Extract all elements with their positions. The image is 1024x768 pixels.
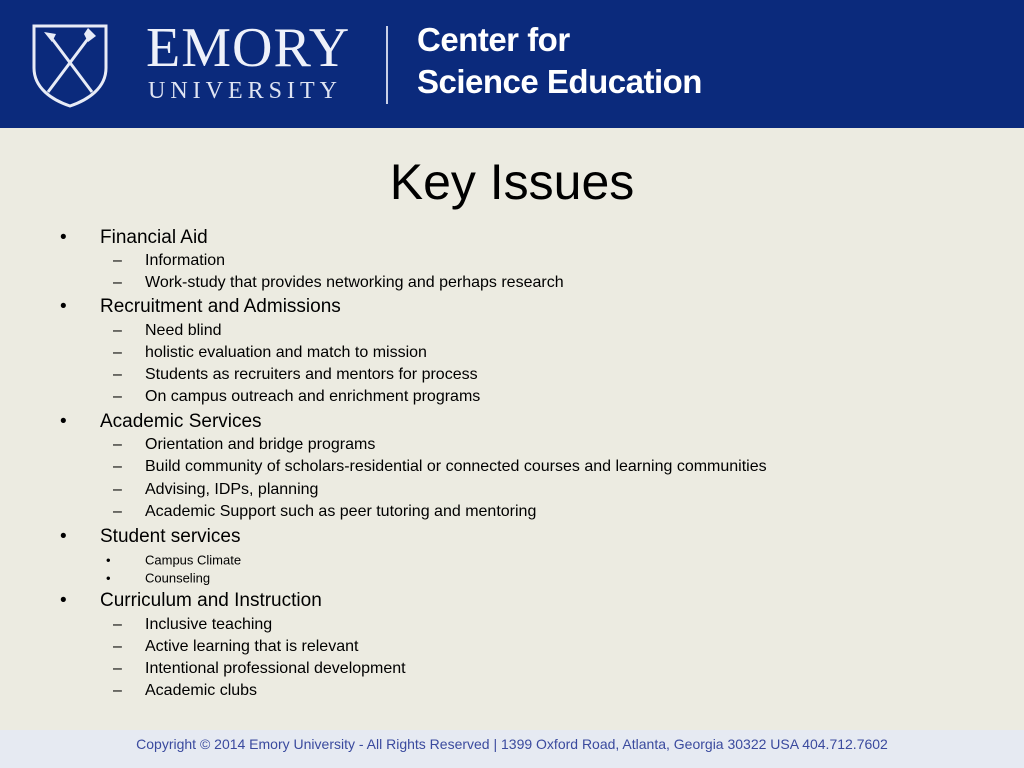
sub-item: Orientation and bridge programs	[145, 436, 376, 453]
dash-marker: –	[113, 660, 122, 677]
sub-item: holistic evaluation and match to mission	[145, 344, 427, 361]
sub-item: Academic Support such as peer tutoring and mentoring	[145, 503, 537, 520]
dash-marker: –	[113, 682, 122, 699]
sub-item: Inclusive teaching	[145, 616, 273, 633]
sub-bullet-marker: •	[106, 570, 111, 586]
logo-subtitle: UNIVERSITY	[148, 78, 342, 104]
footer-bar	[0, 730, 1024, 768]
bullet-marker: •	[60, 296, 67, 317]
sub-item: Campus Climate	[145, 552, 242, 568]
dash-marker: –	[113, 616, 122, 633]
dash-marker: –	[113, 274, 122, 291]
bullet-marker: •	[60, 411, 67, 432]
bullet-item: Recruitment and Admissions	[100, 296, 341, 317]
dash-marker: –	[113, 458, 122, 475]
dash-marker: –	[113, 388, 122, 405]
bullet-marker: •	[60, 590, 67, 611]
sub-item: Academic clubs	[145, 682, 258, 699]
sub-item: Students as recruiters and mentors for process	[145, 366, 478, 383]
sub-item: On campus outreach and enrichment programs	[145, 388, 481, 405]
slide-title: Key Issues	[389, 154, 635, 210]
dash-marker: –	[113, 344, 122, 361]
dash-marker: –	[113, 436, 122, 453]
sub-item: Build community of scholars-residential or connected courses and learning communities	[145, 458, 767, 475]
logo-word: EMORY	[146, 17, 351, 79]
dash-marker: –	[113, 366, 122, 383]
sub-bullet-marker: •	[106, 552, 111, 568]
sub-item: Counseling	[145, 570, 211, 586]
sub-item: Work-study that provides networking and perhaps research	[145, 274, 564, 291]
header-banner	[0, 0, 1024, 128]
sub-item: Advising, IDPs, planning	[145, 481, 319, 498]
header-divider	[386, 26, 388, 104]
bullet-item: Curriculum and Instruction	[100, 590, 322, 611]
sub-item: Need blind	[145, 322, 222, 339]
copyright-text: Copyright © 2014 Emory University - All Rights Reserved | 1399 Oxford Road, Atlanta, Georgia 30322 USA 404.712.7602	[136, 736, 888, 752]
bullet-item: Financial Aid	[100, 227, 208, 248]
emory-shield-logo	[30, 22, 110, 108]
dash-marker: –	[113, 503, 122, 520]
sub-item: Intentional professional development	[145, 660, 406, 677]
bullet-marker: •	[60, 227, 67, 248]
bullet-marker: •	[60, 526, 67, 547]
dash-marker: –	[113, 322, 122, 339]
dash-marker: –	[113, 481, 122, 498]
center-name-line2: Science Education	[417, 63, 702, 100]
dash-marker: –	[113, 638, 122, 655]
dash-marker: –	[113, 252, 122, 269]
center-name-line1: Center for	[417, 21, 570, 58]
sub-item: Active learning that is relevant	[145, 638, 359, 655]
sub-item: Information	[145, 252, 226, 269]
bullet-item: Academic Services	[100, 411, 262, 432]
bullet-item: Student services	[100, 526, 241, 547]
